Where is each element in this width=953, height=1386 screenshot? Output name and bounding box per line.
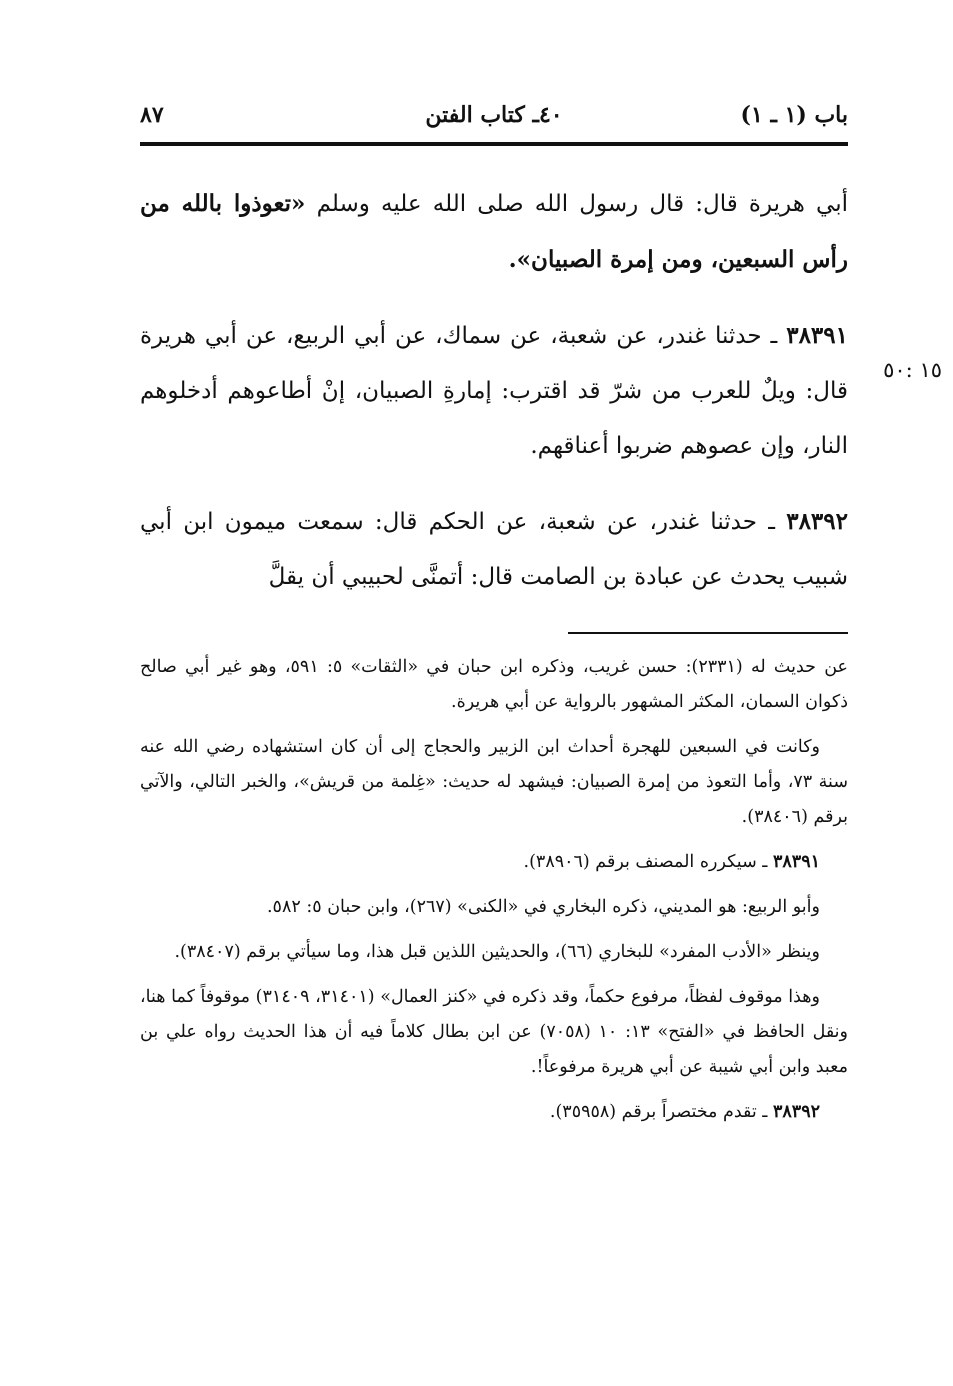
- footnote-number: ٣٨٣٩١: [773, 852, 820, 872]
- paragraph-hadith-continuation: [140, 176, 848, 288]
- footnote: [140, 1095, 848, 1130]
- main-text: [140, 176, 848, 625]
- footnote: عن حديث له (٢٣٣١): حسن غريب، وذكره ابن حبان في «الثقات» ٥: ٥٩١، وهو غير أبي صالح ذكوان السمان، المكثر المشهور بالرواية عن أبي هريرة.: [140, 657, 848, 712]
- footnote: [140, 845, 848, 880]
- footnotes: [140, 650, 848, 1140]
- margin-reference: ١٥ :٥٠: [883, 358, 942, 382]
- footnote-text: ـ تقدم مختصراً برقم (٣٥٩٥٨).: [549, 1102, 773, 1122]
- footnote: وهذا موقوف لفظاً، مرفوع حكماً، وقد ذكره في «كنز العمال» (٣١٤٠١، ٣١٤٠٩) موقوفاً كما هنا، ونقل الحافظ في «الفتح» ١٣: ١٠ (٧٠٥٨) عن ابن بطال كلاماً فيه أن هذا الحديث رواه علي بن معبد وابن أبي شيبة عن أبي هريرة مرفوعاً!.: [140, 987, 849, 1077]
- hadith-quote: «تعوذوا بالله من رأس السبعين، ومن إمرة الصبيان».: [140, 190, 848, 273]
- page-header: [140, 96, 848, 136]
- paragraph-hadith-38391: [140, 308, 848, 474]
- hadith-text: ـ حدثنا غندر، عن شعبة، عن سماك، عن أبي الربيع، عن أبي هريرة قال: ويلٌ للعرب من شرّ قد اقترب: إمارةِ الصبيان، إنْ أطاعوهم أدخلوهم النار، وإن عصوهم ضربوا أعناقهم.: [140, 323, 848, 459]
- book-title: ٤٠ـ كتاب الفتن: [425, 102, 563, 128]
- page-number: ٨٧: [140, 102, 164, 128]
- hadith-text: ـ حدثنا غندر، عن شعبة، عن الحكم قال: سمعت ميمون ابن أبي شبيب يحدث عن عبادة بن الصامت قال: أتمنَّى لحبيبي أن يقلَّ: [140, 509, 848, 590]
- footnote: وأبو الربيع: هو المديني، ذكره البخاري في «الكنى» (٢٦٧)، وابن حبان ٥: ٥٨٢.: [266, 897, 820, 917]
- chapter-label: باب (١ ـ ١): [740, 102, 848, 128]
- footnote: وينظر «الأدب المفرد» للبخاري (٦٦)، والحديثين اللذين قبل هذا، وما سيأتي برقم (٣٨٤٠٧).: [174, 942, 820, 962]
- footnote-number: ٣٨٣٩٢: [773, 1102, 820, 1122]
- hadith-number: ٣٨٣٩٢: [786, 508, 848, 535]
- footnote-divider: [568, 632, 848, 634]
- header-divider: [140, 142, 848, 146]
- footnote-text: ـ سيكرره المصنف برقم (٣٨٩٠٦).: [523, 852, 773, 872]
- hadith-intro: أبي هريرة قال: قال رسول الله صلى الله عليه وسلم: [305, 191, 848, 217]
- hadith-number: ٣٨٣٩١: [786, 322, 848, 349]
- footnote: وكانت في السبعين للهجرة أحداث ابن الزبير والحجاج إلى أن كان استشهاده رضي الله عنه سنة ٧٣، وأما التعوذ من إمرة الصبيان: فيشهد له حديث: «غِلمة من قريش»، والخبر التالي، والآتي برقم (٣٨٤٠٦).: [140, 737, 849, 827]
- paragraph-hadith-38392: [140, 494, 848, 605]
